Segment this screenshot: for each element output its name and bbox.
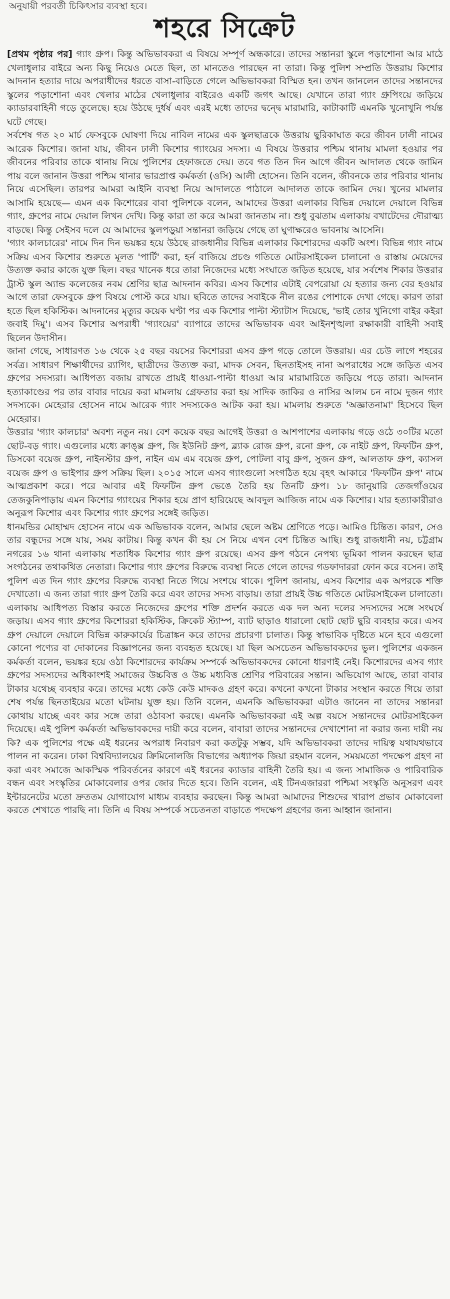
article-paragraph: [7, 48, 443, 129]
article-paragraph: জানা গেছে, সাধারণত ১৬ থেকে ২৫ বছর বয়সের কিশোররা এসব গ্রুপ গড়ে তোলে উত্তরায়। এর চেউ লাগে শহরের সর্বত্র। সাধারণ শিক্ষার্থীদের র‍্যাগিং, ছাত্রীদের উত্যক্ত করা, মাদক সেবন, ছিনতাইসহ নানা অপরাধের সঙ্গে জড়িত এসব গ্রুপের সদস্যরা। আধিপত্য বজায় রাখতে প্রায়ই ধাওয়া-পাল্টা ধাওয়া আর মারামারিতে জড়িয়ে পড়ে তারা। আদনান হত্যাকাণ্ডের পর তার বাবার দায়ের করা মামলায় গ্রেফতার করা হয় সাদিক জাকির ও নাসির আলম চন নামে দুজন গ্যাং সদস্যকে। মেহেরার হোসেন নামে আরেক গ্যাং সদস্যকেও আটক করা হয়। মামলায় শুরুতে 'অজ্ঞাতনামা' হিসেবে ছিল মেহেরার।: [7, 346, 443, 425]
article-paragraph: সর্বশেষ গত ২০ মার্চ ফেসবুকে ঘোষণা দিয়ে নাবিল নামের এক স্কুলছাত্রকে উত্তরায় ছুরিকাঘাত করে জীবন ঢালী নামের আরেক কিশোর। জানা যায়, জীবন ঢালী কিশোর গ্যাংয়ের সদস্য। এ বিষয়ে উত্তরার পশ্চিম থানায় মামলা হওয়ার পর জীবনের পরিবার তাকে থানায় নিয়ে পুলিশের হেফাজতে দেয়। তবে গত তিন দিন আগে জীবন আদালত থেকে জামিন পায় বলে জানান উত্তরা পশ্চিম থানার ভারপ্রাপ্ত কর্মকর্তা (ওসি) আলী হোসেন। তিনি বলেন, জীবনকে তার পরিবার থানায় নিয়ে এসেছিল। তারপর আমরা আইনি ব্যবস্থা নিয়ে আদালতে পাঠালে আদালত তাকে জামিন দেয়। খুনের মামলার আসামি হয়েছে— এমন এক কিশোরের বাবা পুলিশকে বলেন, আমাদের উত্তরা এলাকার বিভিন্ন দেয়ালে দেয়ালে বিভিন্ন গ্যাং, গ্রুপের নামে দেয়াল লিখন দেখি। কিন্তু কারা তা করে আমরা জানতাম না। শুধু বুঝতাম এলাকায় বখাটেদের দৌরাত্ম্য বাড়ছে। কিন্তু সেইসব দলে যে আমাদের স্কুলপড়ুয়া সন্তানরা জড়িয়ে গেছে তা ঘুণাক্ষরেও ভাবনায় আসেনি।: [7, 130, 443, 236]
article-paragraph: উত্তরার 'গ্যাং কালচার' অবশ্য নতুন নয়। বেশ কয়েক বছর আগেই উত্তরা ও আশপাশের এলাকায় গড়ে ওঠে ৩০টির মতো ছোট-বড় গ্যাং। এগুলোর মধ্যে ক্রাঙ্ক্স গ্রুপ, জি ইউনিট গ্রুপ, ব্ল্যাক রোজ গ্রুপ, রনো গ্রুপ, কে নাইট গ্রুপ, ফিফটিন গ্রুপ, ডিসকো বয়েজ গ্রুপ, নাইনস্টার গ্রুপ, নাইন এম এম বয়েজ গ্রুপ, পোটলা বাবু গ্রুপ, সুজন গ্রুপ, আলতাফ গ্রুপ, ক্যাসল বয়েজ গ্রুপ ও ভাইপার গ্রুপ সক্রিয় ছিল। ২০১৫ সালে এসব গ্যাংগুলো সংগঠিত হয়ে বৃহৎ আকারে 'ফিফটিন গ্রুপ' নামে আত্মপ্রকাশ করে। পরে আবার এই ফিফটিন গ্রুপ ভেঙে তৈরি হয় তিনটি গ্রুপ। ১৮ জানুয়ারি তেজগাঁওয়ের তেজকুনিপাড়ায় এমন কিশোর গ্যাংয়ের শিকার হয়ে প্রাণ হারিয়েছে আবদুল আজিজ নামে এক কিশোর। যার হত্যাকারীরাও অনুরূপ কিশোর এবং কিশোর গ্যাং গ্রুপের সঙ্গেই জড়িত।: [7, 427, 443, 519]
continuation-tag: [প্রথম পৃষ্ঠার পর]: [7, 49, 73, 60]
article-paragraph: 'গ্যাং কালচারের' নামে দিন দিন ভয়ঙ্কর হয়ে উঠছে রাজধানীর বিভিন্ন এলাকার কিশোরদের একটি অংশ। বিভিন্ন গ্যাং নামে সক্রিয় এসব কিশোর শুরুতে মূলত 'পার্টি' করা, হর্ন বাজিয়ে প্রচণ্ড গতিতে মোটরসাইকেল চালানো ও রাস্তায় মেয়েদের উত্যক্ত করার কাজে যুক্ত ছিল। বছর খানেক ধরে তারা নিজেদের মধ্যে সংঘাতে জড়িত হয়েছে, যার সর্বশেষ শিকার উত্তরার ট্রাস্ট স্কুল অ্যান্ড কলেজের নবম শ্রেণির ছাত্র আদনান কবির। এসব কিশোর এটাই বেপরোয়া যে হত্যার জন্য বের হওয়ার আগে তারা ফেসবুকে গ্রুপ বিষয়ে পোস্ট করে যায়। ছবিতে তাদের সবাইকে নীল রঙের পোশাকে দেখা গেছে। কারণ তারা হতে ছিল হকিস্টিক। আদনানের মৃত্যুর কয়েক ঘণ্টা পর এক কিশোর পাল্টা স্ট্যাটাস দিয়েছে, 'ভাই তোর খুনিগো বাইর কইরা জবাই দিমু'। এসব কিশোর অপরাধী 'গ্যাংয়ের' ব্যাপারে তাদের অভিভাবক এবং আইনশৃঙ্খলা রক্ষাকারী বাহিনী সবাই ছিলেন উদাসীন।: [7, 238, 443, 344]
article-headline: শহরে সিক্রেট: [154, 14, 296, 44]
article-paragraph: ধানমন্ডির মোহাম্মদ হোসেন নামে এক অভিভাবক বলেন, আমার ছেলে অষ্টম শ্রেণিতে পড়ে। আমিও চিন্তিত। কারণ, সেও তার বন্ধুদের সঙ্গে যায়, সময় কাটায়। কিন্তু কখন কী হয় সে নিয়ে এখন বেশ চিন্তিত আছি। শুধু রাজধানী নয়, চট্টগ্রাম নগরের ১৬ থানা এলাকায় শতাধিক কিশোর গ্যাং গ্রুপ রয়েছে। এসব গ্রুপ গঠনে নেপথ্য ভূমিকা পালন করছেন ছাত্র সংগঠনের তথাকথিত নেতারা। কিশোর গ্যাং গ্রুপের বিরুদ্ধে ব্যবস্থা নিতে গেলে তাদের গডফাদাররা ফোন করে বসেন। তাই পুলিশ এত দিন গ্যাং গ্রুপের বিরুদ্ধে ব্যবস্থা নিতে গিয়ে সংশয়ে থাকে। পুলিশ জানায়, এসব কিশোর এক অপরকে শক্তি দেখাতো। এ জন্য তারা গ্যাং গ্রুপ তৈরি করে এবং তাদের সদস্য বাড়ায়। তারা প্রায়ই উচ্চ গতিতে মোটরসাইকেল চালাতো। এলাকায় আধিপত্য বিস্তার করতে নিজেদের গ্রুপের শক্তি প্রদর্শন করতে এক দল অন্য দলের সদস্যদের সঙ্গে সংঘর্ষে জড়ায়। এসব গ্যাং গ্রুপের কিশোররা হকিস্টিক, ক্রিকেট স্ট্যাম্প, ব্যাট ছাড়াও ধারালো ছোট ছোট ছুরি ব্যবহার করে। এসব গ্রুপ দেয়ালে দেয়ালে বিভিন্ন কারুকার্যের চিত্রাঙ্কন করে তাদের প্রচারণা চালাত। কিন্তু স্বাভাবিক দৃষ্টিতে মনে হবে এগুলো কোনো পণ্যের বা দোকানের বিজ্ঞাপনের জন্য ব্যবহৃত হয়েছে। যা ছিল অসচেতন অভিভাবকদের ভুল। পুলিশের একজন কর্মকর্তা বলেন, ভয়ঙ্কর হয়ে ওঠা কিশোরদের কার্যক্রম সম্পর্কে অভিভাবকদের কোনো ধারণাই নেই। কিশোরদের এসব গ্যাং গ্রুপের সদস্যদের অধিকাংশই সমাজের উচ্চবিত্ত ও উচ্চ মধ্যবিত্ত শ্রেণির পরিবারের সন্তান। অভিযোগ আছে, তারা বাবার টাকার যথেচ্ছ ব্যবহার করে। তাদের মধ্যে কেউ কেউ মাদকও গ্রহণ করে। কখনো কখনো টাকার সংস্থান করতে গিয়ে তারা শেষ পর্যন্ত ছিনতাইয়ের মতো ঘটনায় যুক্ত হয়। তিনি বলেন, এমনকি অভিভাবকরা এটাও জানেন না তাদের সন্তানরা কোথায় যাচ্ছে এবং কার সঙ্গে তারা ওঠাবসা করছে। এমনকি অভিভাবকরা এই অল্প বয়সে সন্তানদের মোটরসাইকেল দিয়েছে। এই পুলিশ কর্মকর্তা অভিভাবকদের দায়ী করে বলেন, বাবারা তাদের সন্তানদের দেখাশোনা না করার জন্য দায়ী নয় কি? এক পুলিশের পক্ষে এই ধরনের অপরাধ নিবারণ করা কতটুকু সম্ভব, যদি অভিভাবকরা তাদের দায়িত্ব যথাযথভাবে পালন না করেন। ঢাকা বিশ্ববিদ্যালয়ের ক্রিমিনোলজি বিভাগের অধ্যাপক জিয়া রহমান বলেন, সময়মতো পদক্ষেপ গ্রহণ না করা এবং সমাজে আকস্মিক পরিবর্তনের কারণে এই ধরনের ক্যাডার বাহিনী তৈরি হয়। এ জন্য সামাজিক ও পারিবারিক বন্ধন এবং সংস্কৃতির মোকাবেলার ওপর জোর দিতে হবে। তিনি বলেন, এই টিনএজাররা পশ্চিমা সংস্কৃতি অনুসরণ এবং ইন্টারনেটের মতো দ্রুততম যোগাযোগ মাধ্যম ব্যবহার করছেন। কিন্তু আমরা আমাদের শিশুদের খারাপ প্রভাব মোকাবেলা করতে শেখাতে পারছি না। তিনি এ বিষয় সম্পর্কে সচেতনতা বাড়াতে পদক্ষেপ গ্রহণের জন্য আহ্বান জানান।: [7, 521, 443, 816]
previous-article-fragment: অনুযায়ী পরবর্তী চিকিৎসার ব্যবস্থা হবে।: [9, 2, 148, 12]
article-body: [7, 48, 443, 818]
paragraph-text: গ্যাং গ্রুপ। কিন্তু অভিভাবকরা এ বিষয়ে সম্পূর্ণ অন্ধকারে। তাদের সন্তানরা স্কুলে পড়াশোনা আর মাঠে খেলাধুলার বাইরে অন্য কিছু নিয়েও মেতে ছিল, তা মানতেও পারছেন না তারা। কিন্তু পুলিশ সম্প্রতি উত্তরায় কিশোর আদনান হত্যার দায়ে অপরাধীদের ধরতে বাসা-বাড়িতে গেলে অভিভাবকরা বিস্মিত হন। তখন জানলেন তাদের সন্তানদের স্কুলের পড়াশোনা এবং খেলার মাঠের খেলাধুলার বাইরেও একটি জগৎ আছে। যেখানে তারা গ্যাং গ্রুপিংয়ে জড়িয়ে ক্যাডারবাহিনী গড়ে তুলেছে। হয়ে উঠছে দুর্ধর্ষ এবং এরই মধ্যে তাদের দ্বন্দ্বে মারামারি, কাটাকাটি এমনকি খুনোখুনি পর্যন্ত ঘটে গেছে।: [7, 49, 443, 128]
